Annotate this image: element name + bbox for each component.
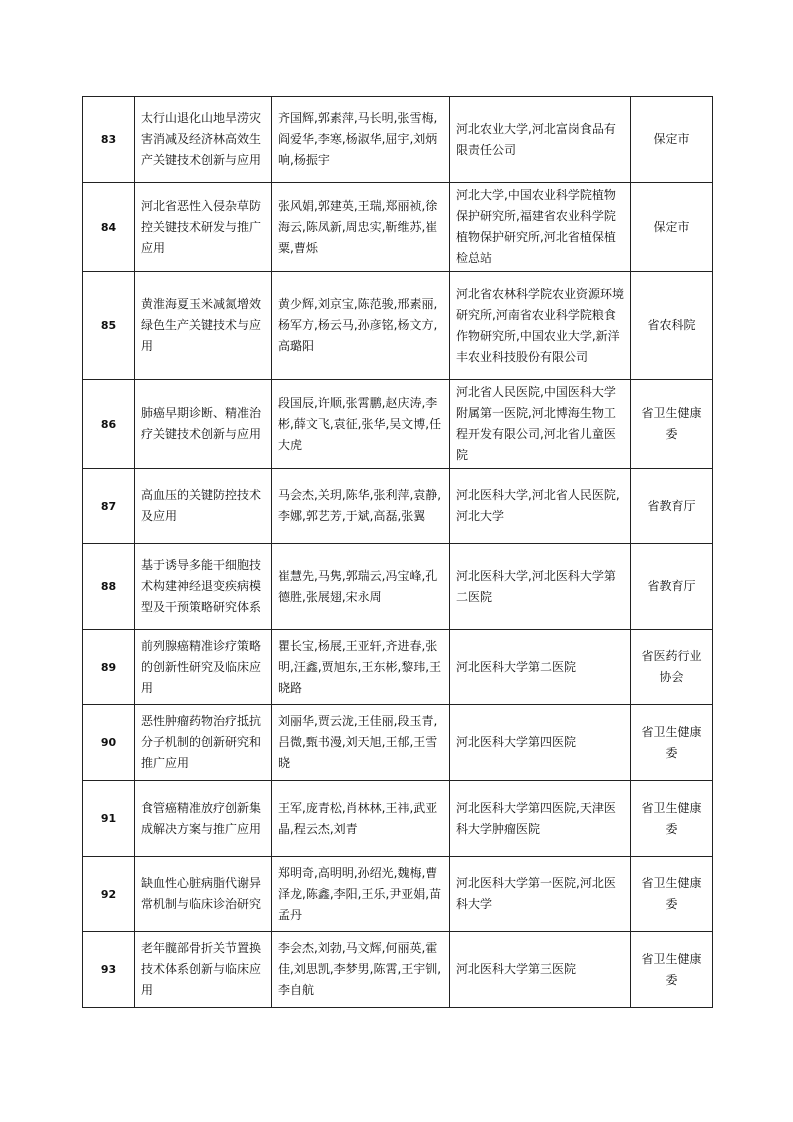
project-name: 基于诱导多能干细胞技术构建神经退变疾病模型及干预策略研究体系 [135,544,272,630]
recommender: 省卫生健康委 [631,857,713,932]
table-row [83,544,713,630]
recommender: 省教育厅 [631,544,713,630]
table-row [83,932,713,1008]
row-number: 84 [83,183,135,272]
completers: 崔慧先,马隽,郭瑞云,冯宝峰,孔德胜,张展翅,宋永周 [272,544,450,630]
recommender: 保定市 [631,97,713,183]
completers: 李会杰,刘勃,马文辉,何丽英,霍佳,刘思凯,李梦男,陈霄,王宇钏,李自航 [272,932,450,1008]
project-name: 太行山退化山地旱涝灾害消减及经济林高效生产关键技术创新与应用 [135,97,272,183]
table-row [83,469,713,544]
recommender: 省卫生健康委 [631,781,713,857]
row-number: 90 [83,705,135,781]
recommender: 省农科院 [631,272,713,380]
table-row [83,630,713,705]
table-row [83,272,713,380]
table-row [83,857,713,932]
row-number: 83 [83,97,135,183]
recommender: 省卫生健康委 [631,705,713,781]
project-name: 肺癌早期诊断、精准治疗关键技术创新与应用 [135,380,272,469]
project-name: 河北省恶性入侵杂草防控关键技术研发与推广应用 [135,183,272,272]
completing-units: 河北农业大学,河北富岗食品有限责任公司 [450,97,631,183]
recommender: 省卫生健康委 [631,932,713,1008]
completing-units: 河北医科大学第一医院,河北医科大学 [450,857,631,932]
project-name: 老年髋部骨折关节置换技术体系创新与临床应用 [135,932,272,1008]
table-row [83,705,713,781]
completers: 王军,庞青松,肖林林,王祎,武亚晶,程云杰,刘青 [272,781,450,857]
completing-units: 河北医科大学第三医院 [450,932,631,1008]
completing-units: 河北大学,中国农业科学院植物保护研究所,福建省农业科学院植物保护研究所,河北省植保植检总站 [450,183,631,272]
completing-units: 河北医科大学第四医院 [450,705,631,781]
completing-units: 河北医科大学第二医院 [450,630,631,705]
completers: 马会杰,关玥,陈华,张利萍,袁静,李娜,郭艺芳,于斌,高磊,张翼 [272,469,450,544]
completing-units: 河北省农林科学院农业资源环境研究所,河南省农业科学院粮食作物研究所,中国农业大学,新洋丰农业科技股份有限公司 [450,272,631,380]
completing-units: 河北医科大学,河北省人民医院,河北大学 [450,469,631,544]
completers: 黄少辉,刘京宝,陈范骏,邢素丽,杨军方,杨云马,孙彦铭,杨文方,高璐阳 [272,272,450,380]
awards-table-body [83,97,713,1008]
row-number: 93 [83,932,135,1008]
project-name: 高血压的关键防控技术及应用 [135,469,272,544]
recommender: 省医药行业协会 [631,630,713,705]
recommender: 保定市 [631,183,713,272]
completing-units: 河北医科大学第四医院,天津医科大学肿瘤医院 [450,781,631,857]
completers: 齐国辉,郭素萍,马长明,张雪梅,阎爱华,李寒,杨淑华,屈宇,刘炳响,杨振宇 [272,97,450,183]
completers: 瞿长宝,杨展,王亚轩,齐进春,张明,汪鑫,贾旭东,王东彬,黎玮,王晓路 [272,630,450,705]
project-name: 黄淮海夏玉米减氮增效绿色生产关键技术与应用 [135,272,272,380]
table-row [83,781,713,857]
project-name: 食管癌精准放疗创新集成解决方案与推广应用 [135,781,272,857]
row-number: 92 [83,857,135,932]
row-number: 91 [83,781,135,857]
project-name: 恶性肿瘤药物治疗抵抗分子机制的创新研究和推广应用 [135,705,272,781]
completers: 段国辰,许顺,张霄鹏,赵庆涛,李彬,薛文飞,袁征,张华,吴文博,任大虎 [272,380,450,469]
table-row [83,97,713,183]
completing-units: 河北医科大学,河北医科大学第二医院 [450,544,631,630]
project-name: 前列腺癌精准诊疗策略的创新性研究及临床应用 [135,630,272,705]
table-row [83,380,713,469]
row-number: 87 [83,469,135,544]
completers: 张风娟,郭建英,王瑞,郑丽祯,徐海云,陈凤新,周忠实,靳维苏,崔粟,曹烁 [272,183,450,272]
completing-units: 河北省人民医院,中国医科大学附属第一医院,河北博海生物工程开发有限公司,河北省儿童医院 [450,380,631,469]
recommender: 省卫生健康委 [631,380,713,469]
project-name: 缺血性心脏病脂代谢异常机制与临床诊治研究 [135,857,272,932]
row-number: 89 [83,630,135,705]
table-row [83,183,713,272]
completers: 郑明奇,高明明,孙绍光,魏梅,曹泽龙,陈鑫,李阳,王乐,尹亚娟,苗孟丹 [272,857,450,932]
recommender: 省教育厅 [631,469,713,544]
row-number: 88 [83,544,135,630]
row-number: 86 [83,380,135,469]
awards-table [82,96,713,1008]
completers: 刘丽华,贾云泷,王佳丽,段玉青,吕微,甄书漫,刘天旭,王郁,王雪晓 [272,705,450,781]
row-number: 85 [83,272,135,380]
